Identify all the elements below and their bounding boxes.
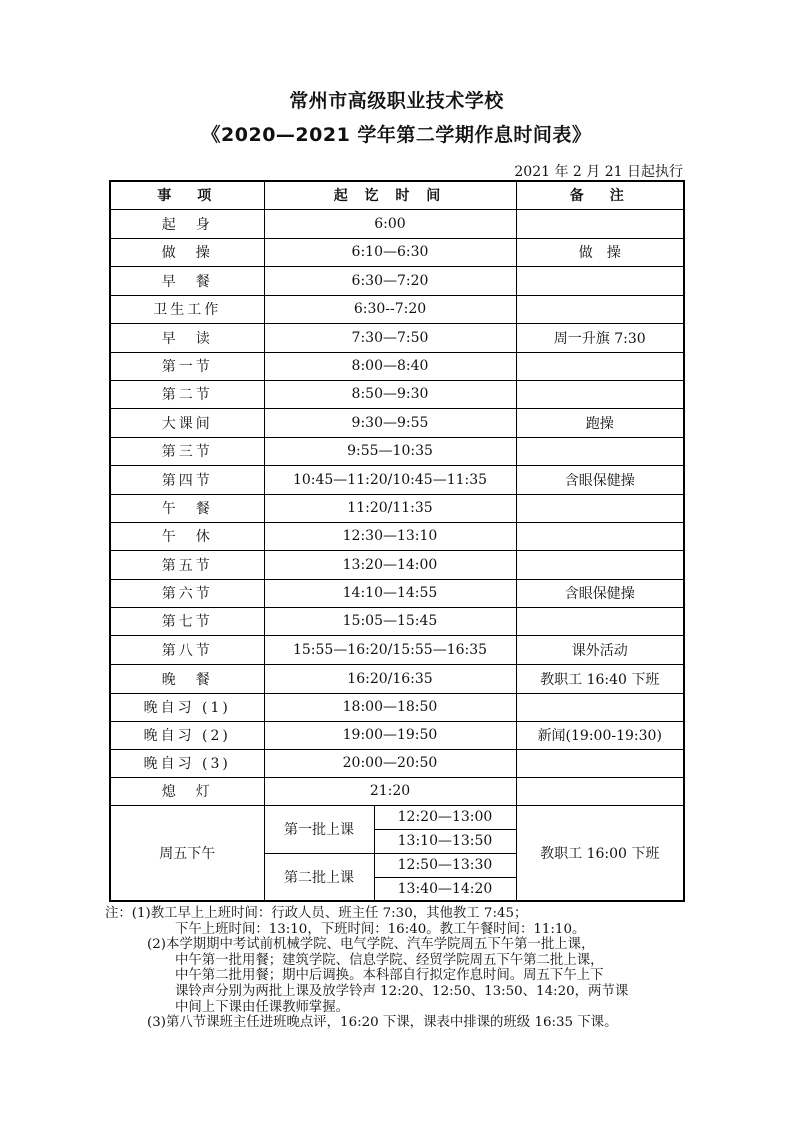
row-time: 15:05—15:45	[264, 607, 516, 635]
table-row	[110, 437, 684, 465]
footnote-line: 注：(1)教工早上上班时间：行政人员、班主任 7:30，其他教工 7:45；	[105, 906, 528, 921]
row-time: 6:00	[264, 209, 516, 238]
row-note	[516, 295, 684, 323]
table-header-row	[110, 181, 684, 209]
row-item: 起 身	[110, 209, 264, 238]
row-item: 早 读	[110, 323, 264, 352]
row-time: 20:00—20:50	[264, 749, 516, 777]
row-time: 12:30—13:10	[264, 522, 516, 550]
row-item: 做 操	[110, 238, 264, 266]
row-note	[516, 352, 684, 380]
table-row	[110, 209, 684, 238]
row-time: 8:50—9:30	[264, 380, 516, 408]
friday-note: 教职工 16:00 下班	[516, 805, 684, 901]
row-note	[516, 522, 684, 550]
row-time: 10:45—11:20/10:45—11:35	[264, 465, 516, 494]
effective-date: 2021 年 2 月 21 日起执行	[514, 164, 683, 180]
row-time: 8:00—8:40	[264, 352, 516, 380]
table-row	[110, 380, 684, 408]
row-time: 7:30—7:50	[264, 323, 516, 352]
row-item: 早 餐	[110, 266, 264, 295]
footnote-line: (3)第八节课班主任进班晚点评，16:20 下课，课表中排课的班级 16:35 下课。	[147, 1015, 618, 1031]
table-row	[110, 749, 684, 777]
table-row	[110, 408, 684, 437]
footnote-line: 中间上下课由任课教师掌握。	[175, 999, 350, 1015]
table-row	[110, 607, 684, 635]
row-note: 跑操	[516, 408, 684, 437]
row-item: 卫生工作	[110, 295, 264, 323]
row-note	[516, 693, 684, 721]
friday-batch-label: 第二批上课	[264, 853, 374, 901]
table-row	[110, 664, 684, 693]
row-time: 16:20/16:35	[264, 664, 516, 693]
table-row	[110, 777, 684, 805]
row-note: 新闻(19:00-19:30)	[516, 721, 684, 749]
school-name: 常州市高级职业技术学校	[289, 90, 504, 112]
friday-time: 13:10—13:50	[374, 829, 516, 853]
row-time: 6:30--7:20	[264, 295, 516, 323]
row-time: 14:10—14:55	[264, 579, 516, 607]
row-time: 6:10—6:30	[264, 238, 516, 266]
row-time: 18:00—18:50	[264, 693, 516, 721]
row-note: 教职工 16:40 下班	[516, 664, 684, 693]
row-item: 第一节	[110, 352, 264, 380]
friday-row	[110, 805, 684, 829]
table-row	[110, 693, 684, 721]
footnotes	[105, 906, 695, 1031]
row-item: 午 餐	[110, 494, 264, 522]
footnote-line: 课铃声分别为两批上课及放学铃声 12:20、12:50、13:50、14:20，两节课	[175, 983, 629, 999]
row-item: 午 休	[110, 522, 264, 550]
row-item: 第七节	[110, 607, 264, 635]
table-row	[110, 721, 684, 749]
row-time: 6:30—7:20	[264, 266, 516, 295]
row-note	[516, 437, 684, 465]
table-row	[110, 465, 684, 494]
table-row	[110, 266, 684, 295]
table-row	[110, 238, 684, 266]
friday-batch-label: 第一批上课	[264, 805, 374, 853]
friday-time: 13:40—14:20	[374, 877, 516, 901]
table-row	[110, 323, 684, 352]
row-item: 第八节	[110, 635, 264, 664]
row-item: 大课间	[110, 408, 264, 437]
row-time: 11:20/11:35	[264, 494, 516, 522]
row-time: 21:20	[264, 777, 516, 805]
friday-item: 周五下午	[110, 805, 264, 901]
table-row	[110, 550, 684, 579]
row-note	[516, 550, 684, 579]
row-time: 19:00—19:50	[264, 721, 516, 749]
row-item: 第六节	[110, 579, 264, 607]
table-row	[110, 352, 684, 380]
row-item: 晚自习 (1)	[110, 693, 264, 721]
footnote-line: (2)本学期期中考试前机械学院、电气学院、汽车学院周五下午第一批上课，	[147, 937, 595, 953]
row-item: 熄 灯	[110, 777, 264, 805]
schedule-table	[109, 180, 685, 902]
row-item: 晚自习 (2)	[110, 721, 264, 749]
footnote-line: 下午上班时间：13:10，下班时间：16:40。教工午餐时间：11:10。	[175, 921, 586, 937]
row-item: 第二节	[110, 380, 264, 408]
row-note: 课外活动	[516, 635, 684, 664]
row-item: 晚自习 (3)	[110, 749, 264, 777]
row-note: 周一升旗 7:30	[516, 323, 684, 352]
column-header-note: 备 注	[516, 181, 684, 209]
row-item: 晚 餐	[110, 664, 264, 693]
schedule-title: 《2020—2021 学年第二学期作息时间表》	[201, 124, 592, 146]
table-row	[110, 579, 684, 607]
column-header-item: 事 项	[110, 181, 264, 209]
row-note	[516, 749, 684, 777]
row-time: 9:55—10:35	[264, 437, 516, 465]
row-time: 15:55—16:20/15:55—16:35	[264, 635, 516, 664]
row-note	[516, 607, 684, 635]
row-item: 第三节	[110, 437, 264, 465]
schedule-body	[110, 181, 684, 901]
row-time: 13:20—14:00	[264, 550, 516, 579]
column-header-time: 起 讫 时 间	[264, 181, 516, 209]
row-item: 第五节	[110, 550, 264, 579]
footnote-line: 中午第二批用餐；期中后调换。本科部自行拟定作息时间。周五下午上下	[175, 968, 604, 984]
row-note	[516, 777, 684, 805]
row-note: 做 操	[516, 238, 684, 266]
row-time: 9:30—9:55	[264, 408, 516, 437]
table-row	[110, 635, 684, 664]
table-row	[110, 522, 684, 550]
row-note	[516, 380, 684, 408]
table-row	[110, 494, 684, 522]
footnote-line: 中午第一批用餐；建筑学院、信息学院、经贸学院周五下午第二批上课，	[175, 952, 604, 968]
row-note	[516, 266, 684, 295]
row-note: 含眼保健操	[516, 579, 684, 607]
row-item: 第四节	[110, 465, 264, 494]
row-note	[516, 209, 684, 238]
friday-time: 12:20—13:00	[374, 805, 516, 829]
row-note: 含眼保健操	[516, 465, 684, 494]
row-note	[516, 494, 684, 522]
table-row	[110, 295, 684, 323]
friday-time: 12:50—13:30	[374, 853, 516, 877]
